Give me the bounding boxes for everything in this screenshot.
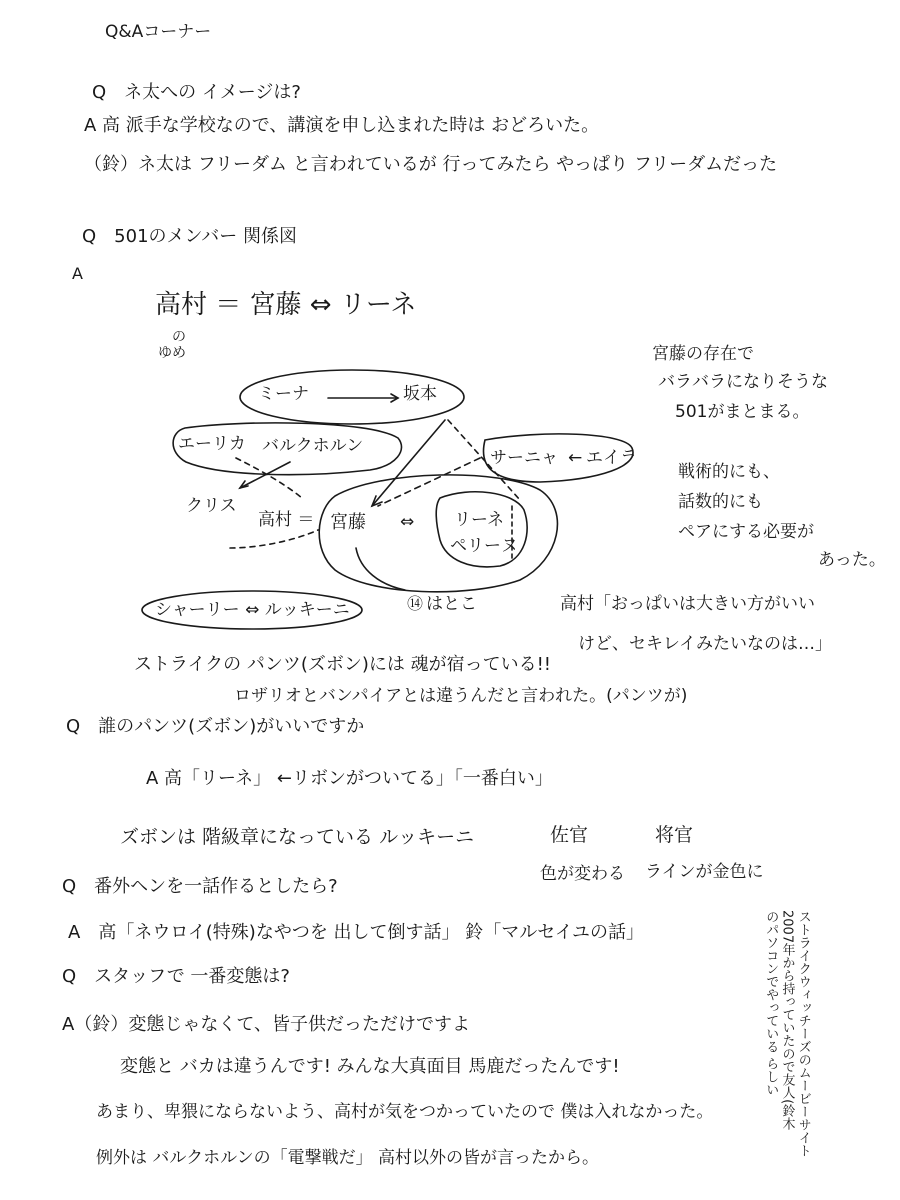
striker-pants-line-2: ロザリオとバンパイアとは違うんだと言われた。(パンツが) <box>234 686 688 706</box>
margin-note-line-1: ストライクウィッチーズのムービーサイト <box>795 910 811 1157</box>
question-3: Q 誰のパンツ(ズボン)がいいですか <box>66 716 365 737</box>
answer-1-suzuki: （鈴）ネ太は フリーダム と言われているが 行ってみたら やっぱり フリーダムだった <box>84 154 778 175</box>
margin-note-line-2: 2007年から持っていたので友人(鈴木 <box>779 910 795 1131</box>
side-note-line-2: バラバラになりそうな <box>658 372 828 392</box>
question-4: Q 番外ヘンを一話作るとしたら? <box>62 876 338 897</box>
rank-shoukan: 将官 <box>655 824 694 846</box>
arrow-sanya-miyafuji <box>378 458 480 506</box>
arrow-head <box>391 394 398 402</box>
node-sakamoto: 坂本 <box>403 384 437 404</box>
answer-5: A（鈴）変態じゃなくて、皆子供だっただけですよ <box>62 1014 470 1035</box>
node-erica: エーリカ <box>178 434 246 454</box>
node-miyafuji: 宮藤 <box>330 512 366 533</box>
curve-miyafuji-hatoko <box>356 548 405 590</box>
answer-3: A 高「リーネ」 ←リボンがついてる」「一番白い」 <box>146 768 553 789</box>
question-1: Q ネ太への イメージは? <box>92 82 301 103</box>
node-eila: エイラ <box>586 448 637 468</box>
dash-takamura-left <box>230 530 318 548</box>
arrow-sakamoto-miyafuji <box>372 420 445 506</box>
striker-pants-line: ストライクの パンツ(ズボン)には 魂が宿っている!! <box>134 654 552 675</box>
question-5: Q スタッフで 一番変態は? <box>62 966 290 987</box>
headline-note-2: ゆめ <box>158 345 186 361</box>
takamura-quote-2: けど、セキレイみたいなのは…」 <box>578 634 832 654</box>
rank-saka: 佐官 <box>550 824 589 846</box>
node-lynne: リーネ <box>454 510 505 530</box>
side-note2-line-2: 話数的にも <box>678 492 763 512</box>
rank-line-note: ラインが金色に <box>645 862 764 882</box>
answer-1: A 高 派手な学校なので、講演を申し込まれた時は おどろいた。 <box>84 115 600 136</box>
takamura-quote: 高村「おっぱいは大きい方がいい <box>560 594 815 614</box>
side-note2-line-3: ペアにする必要が <box>678 522 814 542</box>
answer-5-line-3: あまり、卑猥にならないよう、高村が気をつかっていたので 僕は入れなかった。 <box>96 1102 714 1122</box>
arrow-erica-chris <box>240 462 290 488</box>
node-charlotte-lucchini: シャーリー ⇔ ルッキーニ <box>155 600 350 620</box>
dash-erica-takamura <box>236 458 302 498</box>
question-2: Q 501のメンバー 関係図 <box>82 226 297 247</box>
margin-note-line-3: のパソコンでやっている らしい <box>763 910 779 1097</box>
node-chris: クリス <box>186 496 237 516</box>
margin-note <box>762 910 811 1180</box>
arrow-miyafuji-lynne-glyph: ⇔ <box>400 512 415 532</box>
node-hatoko: はとこ <box>426 594 477 614</box>
side-note2-line-4: あった。 <box>818 550 886 570</box>
answer-5-line-2: 変態と バカは違うんです! みんな大真面目 馬鹿だったんです! <box>120 1056 620 1077</box>
ellipse-miyafuji-group <box>319 475 557 592</box>
node-hatoko-mark: ⑭ <box>407 594 424 613</box>
headline-note: の <box>172 329 186 345</box>
rank-color-note: 色が変わる <box>540 864 625 884</box>
node-sanya: サーニャ <box>490 448 558 468</box>
node-mina: ミーナ <box>258 384 309 404</box>
answer-5-line-4: 例外は バルクホルンの「電撃戦だ」 高村以外の皆が言ったから。 <box>96 1148 600 1168</box>
answer-4: A 高「ネウロイ(特殊)なやつを 出して倒す話」 鈴「マルセイユの話」 <box>68 922 644 943</box>
node-perrine: ペリーヌ <box>450 536 518 556</box>
side-note-line-1: 宮藤の存在で <box>652 344 754 364</box>
page-title: Q&Aコーナー <box>105 22 212 42</box>
side-note-line-3: 501がまとまる。 <box>675 402 810 422</box>
answer-2-label: A <box>72 264 83 283</box>
relationship-headline: 高村 ＝ 宮藤 ⇔ リーネ <box>155 290 417 320</box>
arrow-eila-sanya-glyph: ← <box>568 448 583 468</box>
rank-note: ズボンは 階級章になっている ルッキーニ <box>120 826 475 848</box>
node-barkhorn: バルクホルン <box>262 436 364 456</box>
side-note2-line-1: 戦術的にも、 <box>678 462 780 482</box>
node-takamura: 高村 ＝ <box>258 510 315 530</box>
